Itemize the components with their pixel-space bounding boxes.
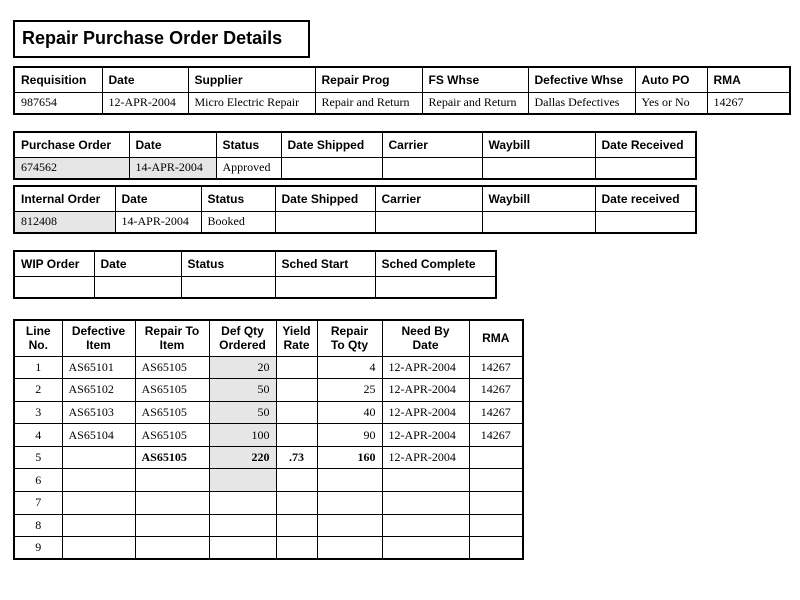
requisition-header-row — [14, 67, 790, 92]
internal-order-col-header: Date — [115, 186, 201, 211]
order-line-cell[interactable]: AS65105 — [135, 446, 209, 469]
order-lines-col-header-text: Ordered — [219, 338, 266, 353]
wip-order-col-header: Sched Complete — [375, 251, 496, 276]
purchase-order-value-row — [14, 157, 696, 179]
order-line-cell[interactable]: AS65102 — [62, 379, 135, 402]
requisition-value-cell[interactable]: Dallas Defectives — [528, 92, 635, 114]
internal-order-col-header: Status — [201, 186, 275, 211]
order-line-cell[interactable]: 40 — [317, 401, 382, 424]
purchase-order-value-cell[interactable] — [595, 157, 696, 179]
purchase-order-col-header: Waybill — [482, 132, 595, 157]
order-line-cell[interactable] — [276, 356, 317, 379]
purchase-order-value-cell[interactable]: 14-APR-2004 — [129, 157, 216, 179]
purchase-order-col-header: Status — [216, 132, 281, 157]
order-line-cell[interactable] — [317, 514, 382, 537]
wip-order-table — [13, 250, 497, 299]
order-line-cell[interactable]: 8 — [14, 514, 62, 537]
purchase-order-col-header: Date Received — [595, 132, 696, 157]
order-line-cell[interactable]: AS65101 — [62, 356, 135, 379]
order-line-cell[interactable] — [62, 537, 135, 560]
internal-order-table — [13, 185, 697, 234]
order-lines-body — [14, 356, 523, 559]
order-lines-table — [13, 319, 524, 560]
wip-order-value-cell[interactable] — [94, 276, 181, 298]
order-line-cell[interactable] — [135, 514, 209, 537]
order-line-cell[interactable]: AS65103 — [62, 401, 135, 424]
purchase-order-header-row — [14, 132, 696, 157]
order-line-cell[interactable]: AS65104 — [62, 424, 135, 447]
order-line-cell[interactable] — [469, 492, 523, 515]
table-row — [14, 469, 523, 492]
order-line-cell[interactable]: 50 — [209, 379, 276, 402]
internal-order-value-cell[interactable] — [595, 211, 696, 233]
order-line-cell[interactable] — [209, 492, 276, 515]
requisition-col-header: Supplier — [188, 67, 315, 92]
purchase-order-value-cell[interactable] — [482, 157, 595, 179]
order-lines-col-header-text: Item — [86, 338, 111, 353]
requisition-value-cell[interactable]: Repair and Return — [315, 92, 422, 114]
order-line-cell[interactable]: 160 — [317, 446, 382, 469]
wip-order-value-row — [14, 276, 496, 298]
internal-order-value-cell[interactable]: 812408 — [14, 211, 115, 233]
requisition-value-cell[interactable]: 987654 — [14, 92, 102, 114]
order-line-cell[interactable]: 50 — [209, 401, 276, 424]
table-row — [14, 492, 523, 515]
order-line-cell[interactable]: 14267 — [469, 379, 523, 402]
order-line-cell[interactable] — [135, 492, 209, 515]
order-lines-col-header-text: Repair — [330, 324, 369, 339]
order-lines-col-header-text: No. — [28, 338, 48, 353]
order-line-cell[interactable] — [276, 514, 317, 537]
table-row — [14, 537, 523, 560]
table-row — [14, 379, 523, 402]
purchase-order-value-cell[interactable] — [281, 157, 382, 179]
order-line-cell[interactable] — [62, 492, 135, 515]
order-line-cell[interactable]: 6 — [14, 469, 62, 492]
table-row — [14, 401, 523, 424]
order-lines-header-row — [14, 320, 523, 356]
wip-order-value-cell[interactable] — [375, 276, 496, 298]
order-line-cell[interactable]: 12-APR-2004 — [382, 379, 469, 402]
page-title: Repair Purchase Order Details — [13, 20, 310, 58]
requisition-value-cell[interactable]: Micro Electric Repair — [188, 92, 315, 114]
purchase-order-col-header: Purchase Order — [14, 132, 129, 157]
order-lines-col-header-text: Line — [25, 324, 51, 339]
requisition-col-header: RMA — [707, 67, 790, 92]
requisition-table — [13, 66, 791, 115]
internal-order-col-header: Internal Order — [14, 186, 115, 211]
requisition-value-row — [14, 92, 790, 114]
purchase-order-col-header: Date — [129, 132, 216, 157]
order-line-cell[interactable] — [276, 379, 317, 402]
order-line-cell[interactable] — [276, 492, 317, 515]
order-lines-col-header-text: Date — [412, 338, 439, 353]
purchase-order-col-header: Carrier — [382, 132, 482, 157]
internal-order-value-cell[interactable] — [482, 211, 595, 233]
purchase-order-value-cell[interactable]: Approved — [216, 157, 281, 179]
order-lines-col-header-text: Item — [159, 338, 185, 353]
order-line-cell[interactable]: AS65105 — [135, 379, 209, 402]
purchase-order-col-header: Date Shipped — [281, 132, 382, 157]
order-line-cell[interactable]: 9 — [14, 537, 62, 560]
requisition-col-header: Auto PO — [635, 67, 707, 92]
order-line-cell[interactable] — [276, 537, 317, 560]
wip-order-col-header: WIP Order — [14, 251, 94, 276]
table-row — [14, 356, 523, 379]
order-line-cell[interactable] — [382, 492, 469, 515]
order-lines-col-header-text: Def Qty — [221, 324, 264, 339]
order-line-cell[interactable]: 2 — [14, 379, 62, 402]
wip-order-col-header: Date — [94, 251, 181, 276]
order-line-cell[interactable] — [209, 469, 276, 492]
requisition-col-header: Defective Whse — [528, 67, 635, 92]
order-line-cell[interactable] — [62, 446, 135, 469]
order-lines-col-header-text: Defective — [71, 324, 126, 339]
purchase-order-table — [13, 131, 697, 180]
order-line-cell[interactable] — [135, 537, 209, 560]
requisition-col-header: Requisition — [14, 67, 102, 92]
wip-order-header-row — [14, 251, 496, 276]
order-line-cell[interactable] — [317, 469, 382, 492]
internal-order-value-cell[interactable]: 14-APR-2004 — [115, 211, 201, 233]
order-lines-col-header-text: Repair To — [144, 324, 200, 339]
order-lines-col-header — [62, 320, 135, 356]
order-line-cell[interactable]: 25 — [317, 379, 382, 402]
order-lines-col-header — [209, 320, 276, 356]
wip-order-col-header: Status — [181, 251, 275, 276]
purchase-order-value-cell[interactable] — [382, 157, 482, 179]
order-line-cell[interactable]: 14267 — [469, 424, 523, 447]
order-line-cell[interactable]: 12-APR-2004 — [382, 424, 469, 447]
order-line-cell[interactable] — [209, 514, 276, 537]
order-line-cell[interactable] — [62, 514, 135, 537]
order-line-cell[interactable] — [135, 469, 209, 492]
internal-order-value-cell[interactable] — [275, 211, 375, 233]
order-lines-col-header — [135, 320, 209, 356]
order-line-cell[interactable] — [382, 469, 469, 492]
requisition-col-header: Repair Prog — [315, 67, 422, 92]
order-line-cell[interactable]: 20 — [209, 356, 276, 379]
requisition-col-header: FS Whse — [422, 67, 528, 92]
order-line-cell[interactable]: .73 — [276, 446, 317, 469]
table-row — [14, 446, 523, 469]
requisition-value-cell[interactable]: 14267 — [707, 92, 790, 114]
order-lines-col-header-text: Yield — [282, 324, 311, 339]
order-line-cell[interactable]: 14267 — [469, 401, 523, 424]
internal-order-col-header: Waybill — [482, 186, 595, 211]
order-lines-col-header-text: To Qty — [330, 338, 369, 353]
order-line-cell[interactable] — [382, 537, 469, 560]
order-line-cell[interactable] — [276, 424, 317, 447]
table-row — [14, 424, 523, 447]
order-line-cell[interactable]: 3 — [14, 401, 62, 424]
order-line-cell[interactable] — [62, 469, 135, 492]
requisition-col-header: Date — [102, 67, 188, 92]
order-line-cell[interactable] — [317, 492, 382, 515]
order-lines-col-header — [382, 320, 469, 356]
order-line-cell[interactable]: AS65105 — [135, 356, 209, 379]
internal-order-header-row — [14, 186, 696, 211]
internal-order-value-cell[interactable]: Booked — [201, 211, 275, 233]
order-line-cell[interactable]: 220 — [209, 446, 276, 469]
internal-order-value-cell[interactable] — [375, 211, 482, 233]
order-line-cell[interactable]: 12-APR-2004 — [382, 446, 469, 469]
order-line-cell[interactable] — [209, 537, 276, 560]
internal-order-col-header: Date Shipped — [275, 186, 375, 211]
order-lines-col-header-text: Need By — [401, 324, 450, 339]
order-line-cell[interactable]: 12-APR-2004 — [382, 356, 469, 379]
wip-order-col-header: Sched Start — [275, 251, 375, 276]
order-line-cell[interactable] — [382, 514, 469, 537]
wip-order-value-cell[interactable] — [181, 276, 275, 298]
order-line-cell[interactable]: 1 — [14, 356, 62, 379]
order-lines-col-header — [317, 320, 382, 356]
order-line-cell[interactable]: 5 — [14, 446, 62, 469]
order-lines-col-header-text: RMA — [482, 331, 510, 346]
order-lines-col-header — [14, 320, 62, 356]
order-line-cell[interactable]: 100 — [209, 424, 276, 447]
order-line-cell[interactable] — [317, 537, 382, 560]
order-line-cell[interactable] — [276, 401, 317, 424]
order-line-cell[interactable]: AS65105 — [135, 424, 209, 447]
order-line-cell[interactable] — [276, 469, 317, 492]
wip-order-value-cell[interactable] — [275, 276, 375, 298]
order-lines-col-header — [276, 320, 317, 356]
internal-order-col-header: Carrier — [375, 186, 482, 211]
wip-order-value-cell[interactable] — [14, 276, 94, 298]
order-line-cell[interactable] — [469, 469, 523, 492]
order-line-cell[interactable]: 14267 — [469, 356, 523, 379]
order-line-cell[interactable]: 12-APR-2004 — [382, 401, 469, 424]
internal-order-value-row — [14, 211, 696, 233]
order-lines-col-header-text: Rate — [283, 338, 310, 353]
order-line-cell[interactable] — [469, 446, 523, 469]
requisition-value-cell[interactable]: 12-APR-2004 — [102, 92, 188, 114]
purchase-order-value-cell[interactable]: 674562 — [14, 157, 129, 179]
order-line-cell[interactable]: 4 — [317, 356, 382, 379]
order-line-cell[interactable]: 7 — [14, 492, 62, 515]
requisition-value-cell[interactable]: Yes or No — [635, 92, 707, 114]
order-line-cell[interactable]: 90 — [317, 424, 382, 447]
internal-order-col-header: Date received — [595, 186, 696, 211]
requisition-value-cell[interactable]: Repair and Return — [422, 92, 528, 114]
order-lines-col-header — [469, 320, 523, 356]
order-line-cell[interactable]: AS65105 — [135, 401, 209, 424]
order-line-cell[interactable] — [469, 514, 523, 537]
order-line-cell[interactable]: 4 — [14, 424, 62, 447]
order-line-cell[interactable] — [469, 537, 523, 560]
table-row — [14, 514, 523, 537]
